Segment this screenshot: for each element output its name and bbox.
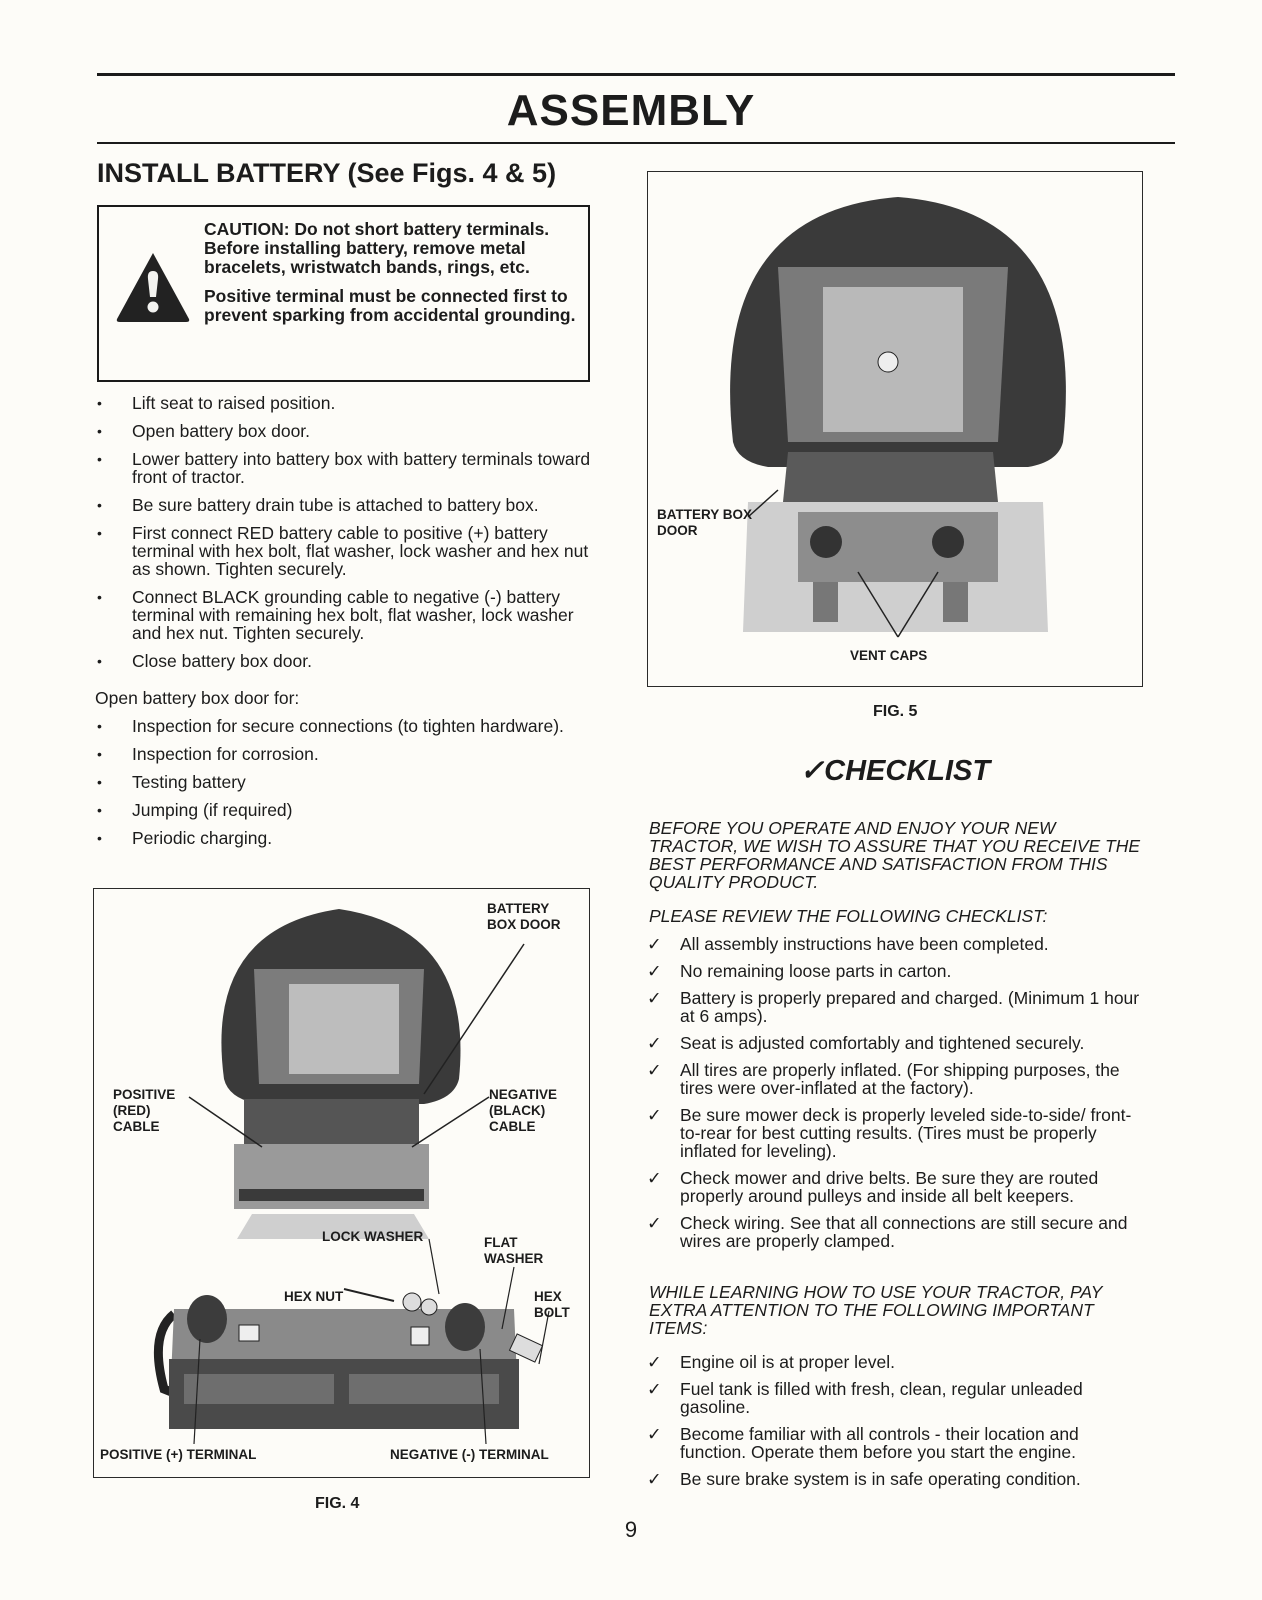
list-item: ✓ All tires are properly inflated. (For shipping purposes, the tires were over-inflated at the factory).: [647, 1061, 1143, 1097]
list-item: ✓ Be sure mower deck is properly leveled side-to-side/ front-to-rear for best cutting results. (Tires must be properly inflated for leveling).: [647, 1106, 1143, 1160]
list-item: • First connect RED battery cable to positive (+) battery terminal with hex bolt, flat washer, lock washer and hex nut as shown. Tighten securely.: [97, 524, 597, 578]
label-positive-terminal: POSITIVE (+) TERMINAL: [100, 1447, 257, 1462]
figure-4: [93, 888, 590, 1478]
list-item: • Jumping (if required): [97, 801, 597, 819]
list-item: ✓ Engine oil is at proper level.: [647, 1353, 1143, 1371]
page-title: ASSEMBLY: [506, 86, 756, 135]
caution-text: [204, 220, 584, 335]
figure-5: [647, 171, 1143, 687]
top-rule: [97, 73, 1175, 76]
learning-items: [647, 1353, 1143, 1497]
list-item: ✓ Seat is adjusted comfortably and tightened securely.: [647, 1034, 1143, 1052]
list-item: ✓ Be sure brake system is in safe operating condition.: [647, 1470, 1143, 1488]
page-number: 9: [624, 1517, 638, 1542]
figure-4-caption: FIG. 4: [315, 1495, 360, 1512]
battery-vent-illustration: [648, 172, 1141, 685]
list-item: ✓ All assembly instructions have been completed.: [647, 935, 1143, 953]
list-item: ✓ Battery is properly prepared and charged. (Minimum 1 hour at 6 amps).: [647, 989, 1143, 1025]
list-item: • Close battery box door.: [97, 652, 597, 670]
title-rule: [97, 142, 1175, 144]
list-item: • Open battery box door.: [97, 422, 597, 440]
list-item: • Be sure battery drain tube is attached to battery box.: [97, 496, 597, 514]
list-item: ✓ No remaining loose parts in carton.: [647, 962, 1143, 980]
install-steps-list: [97, 394, 597, 680]
label-hex-bolt: HEX BOLT: [534, 1289, 570, 1320]
section-title: INSTALL BATTERY (See Figs. 4 & 5): [97, 158, 557, 188]
open-door-heading: Open battery box door for:: [95, 688, 300, 708]
list-item: • Lower battery into battery box with battery terminals toward front of tractor.: [97, 450, 597, 486]
checklist-heading: ✓CHECKLIST: [799, 755, 991, 787]
label-hex-nut: HEX NUT: [284, 1289, 344, 1304]
label-negative-cable: NEGATIVE (BLACK) CABLE: [489, 1087, 558, 1134]
list-item: • Connect BLACK grounding cable to negative (-) battery terminal with remaining hex bolt, flat washer, lock washer and hex nut. Tighten securely.: [97, 588, 597, 642]
list-item: • Periodic charging.: [97, 829, 597, 847]
list-item: • Inspection for corrosion.: [97, 745, 597, 763]
open-door-list: [97, 717, 597, 857]
label-lock-washer: LOCK WASHER: [322, 1229, 424, 1244]
label-battery-box-door: BATTERY BOX DOOR: [657, 507, 753, 538]
list-item: ✓ Check wiring. See that all connections are still secure and wires are properly clamped.: [647, 1214, 1143, 1250]
warning-triangle-icon: [113, 249, 193, 325]
battery-box-illustration: [94, 889, 588, 1476]
figure-5-caption: FIG. 5: [873, 703, 918, 720]
label-positive-cable: POSITIVE (RED) CABLE: [113, 1087, 176, 1134]
checklist-items: [647, 935, 1143, 1259]
list-item: • Lift seat to raised position.: [97, 394, 597, 412]
list-item: ✓ Become familiar with all controls - their location and function. Operate them before you start the engine.: [647, 1425, 1143, 1461]
list-item: ✓ Fuel tank is filled with fresh, clean, regular unleaded gasoline.: [647, 1380, 1143, 1416]
list-item: • Inspection for secure connections (to tighten hardware).: [97, 717, 597, 735]
caution-box: [97, 205, 590, 382]
label-negative-terminal: NEGATIVE (-) TERMINAL: [390, 1447, 549, 1462]
checklist-review-line: PLEASE REVIEW THE FOLLOWING CHECKLIST:: [649, 906, 1048, 926]
label-battery-box-door: BATTERY BOX DOOR: [487, 901, 561, 932]
list-item: • Testing battery: [97, 773, 597, 791]
checklist-intro: BEFORE YOU OPERATE AND ENJOY YOUR NEW TRACTOR, WE WISH TO ASSURE THAT YOU RECEIVE THE BEST PERFORMANCE AND SATISFACTION FROM THIS QUALITY PRODUCT.: [649, 818, 1141, 892]
learning-heading: WHILE LEARNING HOW TO USE YOUR TRACTOR, PAY EXTRA ATTENTION TO THE FOLLOWING IMPORTANT ITEMS:: [649, 1282, 1103, 1338]
positive-terminal-warning: Positive terminal must be connected first to prevent sparking from accidental grounding.: [204, 286, 576, 325]
label-vent-caps: VENT CAPS: [850, 648, 928, 663]
caution-paragraph: CAUTION: Do not short battery terminals. Before installing battery, remove metal bracelets, wristwatch bands, rings, etc.: [204, 219, 550, 277]
label-flat-washer: FLAT WASHER: [484, 1235, 544, 1266]
list-item: ✓ Check mower and drive belts. Be sure they are routed properly around pulleys and inside all belt keepers.: [647, 1169, 1143, 1205]
